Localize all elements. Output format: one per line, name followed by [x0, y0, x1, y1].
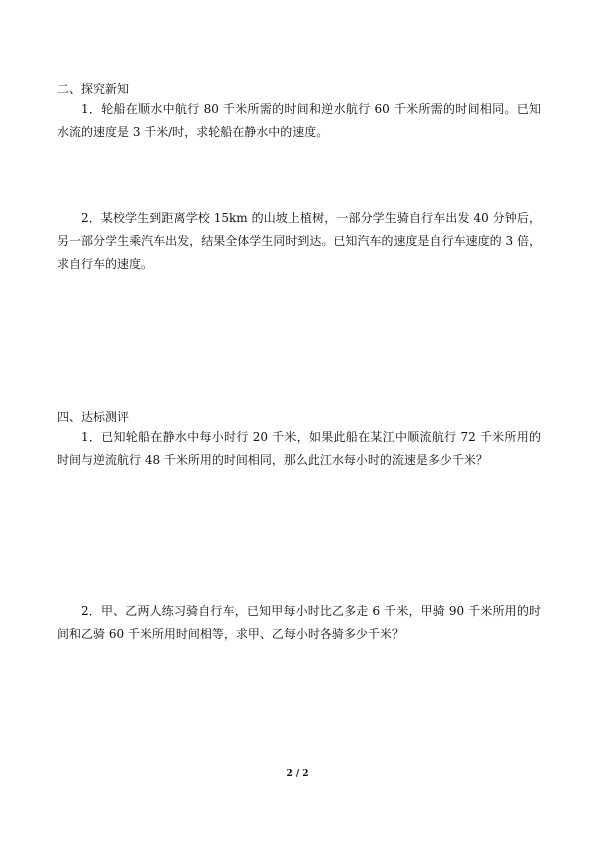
problem-explore-2: 2．某校学生到距离学校 15km 的山坡上植树，一部分学生骑自行车出发 40 分钟后，另一部分学生乘汽车出发，结果全体学生同时到达。已知汽车的速度是自行车速度的 3 倍，求自行车的速度。	[57, 211, 541, 271]
problem-explore-1: 1．轮船在顺水中航行 80 千米所需的时间和逆水航行 60 千米所需的时间相同。已知水流的速度是 3 千米/时，求轮船在静水中的速度。	[57, 102, 541, 139]
page-number: 2 / 2	[286, 769, 309, 779]
problem-assessment-2: 2．甲、乙两人练习骑自行车，已知甲每小时比乙多走 6 千米，甲骑 90 千米所用的时间和乙骑 60 千米所用时间相等，求甲、乙每小时各骑多少千米？	[57, 604, 541, 641]
section-heading-explore: 二、探究新知	[57, 82, 130, 96]
problem-assessment-1: 1．已知轮船在静水中每小时行 20 千米，如果此船在某江中顺流航行 72 千米所用的时间与逆流航行 48 千米所用的时间相同，那么此江水每小时的流速是多少千米？	[57, 430, 541, 467]
section-heading-assessment: 四、达标测评	[57, 410, 130, 424]
